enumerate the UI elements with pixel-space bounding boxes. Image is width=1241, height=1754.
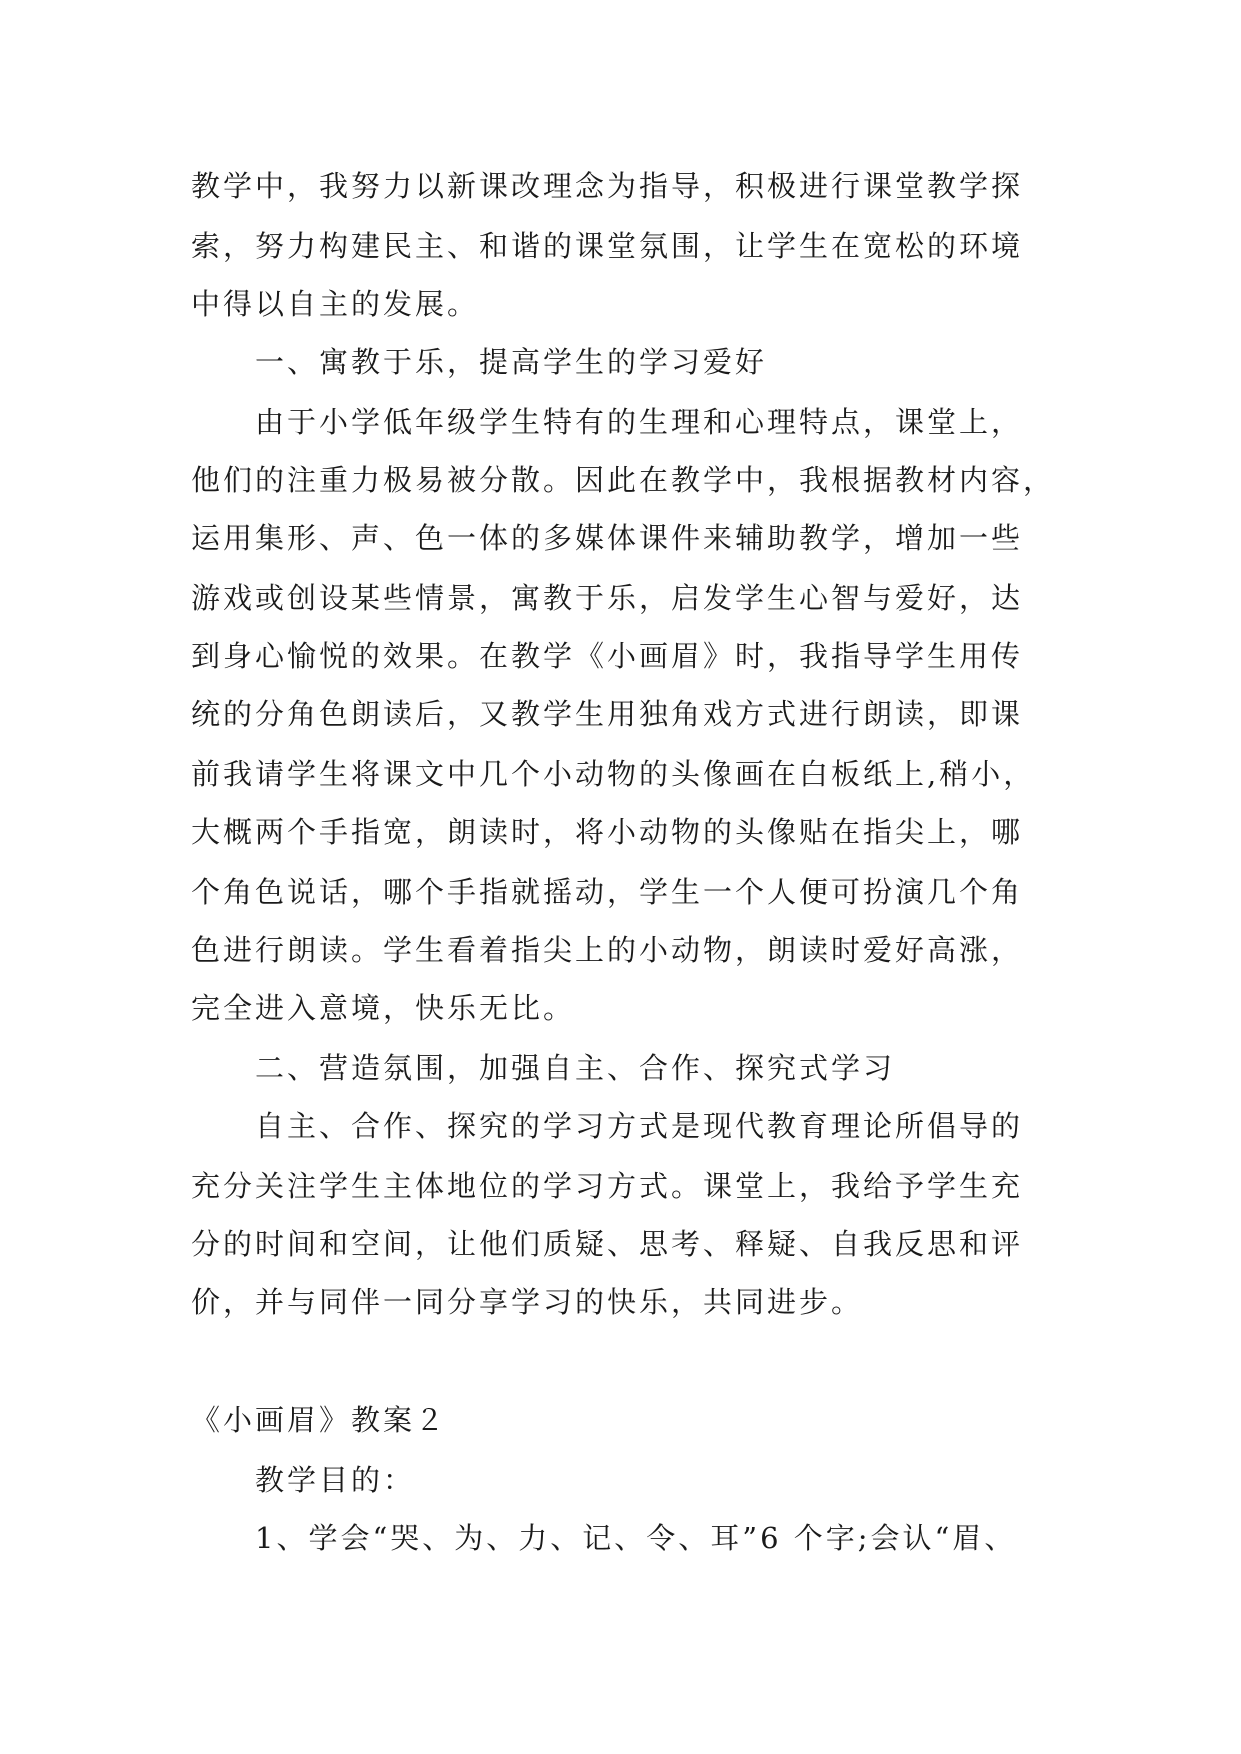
paragraph-3-line-3: 分的时间和空间，让他们质疑、思考、释疑、自我反思和评: [191, 1227, 1024, 1261]
section-heading-1: 一、寓教于乐，提高学生的学习爱好: [255, 345, 768, 379]
paragraph-2-line-7: 前我请学生将课文中几个小动物的头像画在白板纸上,稍小，: [191, 757, 1036, 791]
paragraph-2-line-1: 由于小学低年级学生特有的生理和心理特点，课堂上，: [255, 405, 1024, 439]
paragraph-2-line-9: 个角色说话，哪个手指就摇动，学生一个人便可扮演几个角: [191, 875, 1024, 909]
paragraph-2-line-2: 他们的注重力极易被分散。因此在教学中，我根据教材内容，: [191, 463, 1056, 497]
paragraph-2-line-10: 色进行朗读。学生看着指尖上的小动物，朗读时爱好高涨，: [191, 933, 1024, 967]
paragraph-2-line-11: 完全进入意境，快乐无比。: [191, 991, 576, 1025]
paragraph-1-line-1: 教学中，我努力以新课改理念为指导，积极进行课堂教学探: [191, 169, 1024, 203]
paragraph-3-line-4: 价，并与同伴一同分享学习的快乐，共同进步。: [191, 1285, 864, 1319]
objective-item-1: 1、学会“哭、为、力、记、令、耳”6 个字;会认“眉、: [255, 1521, 1017, 1555]
paragraph-2-line-4: 游戏或创设某些情景，寓教于乐，启发学生心智与爱好，达: [191, 581, 1024, 615]
paragraph-3-line-1: 自主、合作、探究的学习方式是现代教育理论所倡导的: [255, 1109, 1024, 1143]
paragraph-1-line-2: 索，努力构建民主、和谐的课堂氛围，让学生在宽松的环境: [191, 229, 1024, 263]
paragraph-2-line-8: 大概两个手指宽，朗读时，将小动物的头像贴在指尖上，哪: [191, 815, 1024, 849]
paragraph-2-line-5: 到身心愉悦的效果。在教学《小画眉》时，我指导学生用传: [191, 639, 1024, 673]
lesson-plan-title: 《小画眉》教案２: [191, 1403, 448, 1437]
paragraph-2-line-6: 统的分角色朗读后，又教学生用独角戏方式进行朗读，即课: [191, 697, 1024, 731]
section-heading-2: 二、营造氛围，加强自主、合作、探究式学习: [255, 1051, 896, 1085]
objectives-label: 教学目的：: [255, 1463, 416, 1497]
paragraph-2-line-3: 运用集形、声、色一体的多媒体课件来辅助教学，增加一些: [191, 521, 1024, 555]
paragraph-1-line-3: 中得以自主的发展。: [191, 287, 480, 321]
paragraph-3-line-2: 充分关注学生主体地位的学习方式。课堂上，我给予学生充: [191, 1169, 1024, 1203]
